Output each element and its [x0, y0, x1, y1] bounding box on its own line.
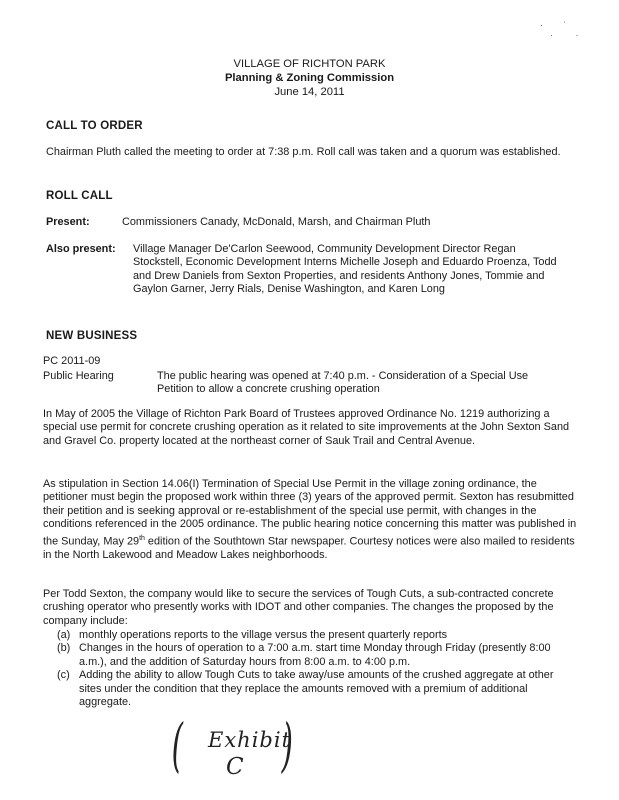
handwritten-right-paren: ): [281, 711, 293, 779]
change-item: [57, 642, 577, 669]
handwritten-left-paren: (: [171, 711, 183, 779]
handwritten-exhibit-word: Exhibit: [208, 728, 292, 752]
present-value: Commissioners Canady, McDonald, Marsh, and Chairman Pluth: [122, 216, 431, 228]
also-present-label: Also present:: [46, 243, 116, 255]
new-business-heading: NEW BUSINESS: [46, 330, 138, 342]
header-commission: Planning & Zoning Commission: [224, 72, 395, 84]
stipulation-paragraph: [43, 478, 578, 562]
date-ordinal: th: [139, 534, 145, 542]
change-item-text: Changes in the hours of operation to a 7:00 a.m. start time Monday through Friday (presently 8:00 a.m.), and the addition of Saturday hours from 8:00 a.m. to 4:00 p.m.: [79, 642, 551, 668]
case-type: Public Hearing: [43, 370, 114, 382]
stipulation-text: As stipulation in Section 14.06(I) Termination of Special Use Permit in the village zoning ordinance, the petitioner must begin the proposed work within three (3) years of the approved permit. Sexton has resubmitted their petition and is seeking approval or re-establishment of the special use permit, with changes in the conditions referenced in the 2005 ordinance. The public hearing notice concerning this matter was published in the Sunday, May 29: [43, 478, 577, 548]
changes-list: [57, 629, 577, 709]
case-number: PC 2011-09: [43, 355, 101, 367]
header-organization: VILLAGE OF RICHTON PARK: [233, 58, 386, 70]
roll-call-heading: ROLL CALL: [46, 190, 113, 202]
scan-specks: · ˈ · ·: [540, 20, 579, 40]
also-present-value: Village Manager De'Carlon Seewood, Community Development Director Regan Stockstell, Economic Development Interns Michelle Joseph and Eduardo Proenza, Todd and Drew Daniels from Sexton Properties, and residents Anthony Jones, Tommie and Gaylon Garner, Jerry Rials, Denise Washington, and Karen Long: [133, 243, 557, 296]
ordinance-paragraph: In May of 2005 the Village of Richton Park Board of Trustees approved Ordinance No. 1219 authorizing a special use permit for concrete crushing operation as it related to site improvements at the John Sexton Sand and Gravel Co. property located at the northeast corner of Sauk Trail and Central Avenue.: [43, 408, 570, 447]
change-item-text: Adding the ability to allow Tough Cuts to take away/use amounts of the crushed aggregate at other sites under the condition that they replace the amounts removed with a premium of additional aggregate.: [79, 669, 554, 709]
change-item: [57, 629, 577, 642]
handwritten-exhibit-letter: C: [226, 754, 244, 780]
change-item-marker: (a): [57, 629, 71, 641]
call-to-order-text: Chairman Pluth called the meeting to order at 7:38 p.m. Roll call was taken and a quorum was established.: [46, 146, 561, 158]
document-header: [0, 57, 619, 99]
present-label: Present:: [46, 216, 90, 228]
changes-intro: Per Todd Sexton, the company would like to secure the services of Tough Cuts, a sub-contracted concrete crushing operator who presently works with IDOT and other companies. The changes the proposed by the company include:: [43, 588, 554, 627]
header-date: June 14, 2011: [274, 86, 345, 98]
case-description: The public hearing was opened at 7:40 p.m. - Consideration of a Special Use Petition to allow a concrete crushing operation: [157, 370, 529, 396]
change-item: [57, 669, 577, 709]
change-item-marker: (c): [57, 669, 70, 682]
stipulation-text-end: edition of the Southtown Star newspaper. Courtesy notices were also mailed to residents in the North Lakewood and Meadow Lakes neighborhoods.: [43, 535, 575, 561]
change-item-text: monthly operations reports to the village versus the present quarterly reports: [79, 629, 448, 641]
change-item-marker: (b): [57, 642, 71, 655]
call-to-order-heading: CALL TO ORDER: [46, 120, 143, 132]
